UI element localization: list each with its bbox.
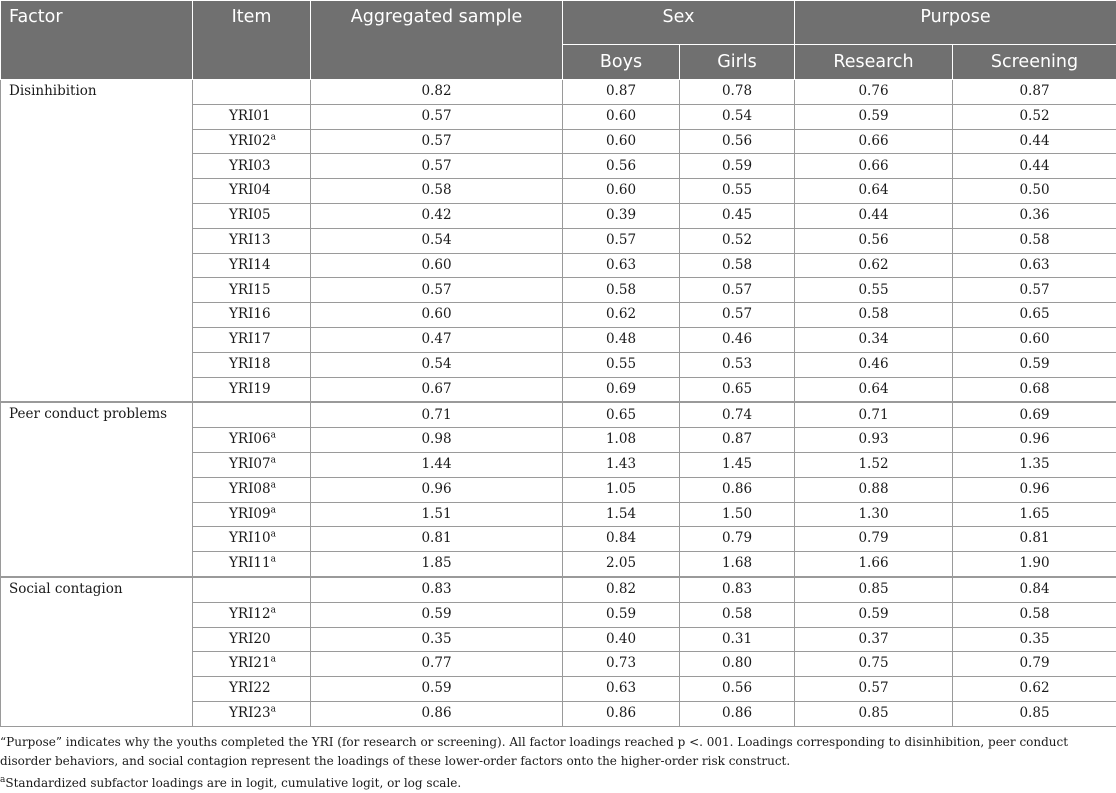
item-name: YRI03 [229,158,271,174]
cell-aggregated: 0.47 [311,327,563,352]
item-name: YRI02 [229,133,271,149]
cell-aggregated: 0.71 [311,402,563,427]
item-name: YRI11 [229,555,271,571]
header-purpose: Purpose [795,1,1116,45]
item-name: YRI06 [229,431,271,447]
cell-girls: 0.59 [680,154,795,179]
cell-aggregated: 0.67 [311,377,563,402]
cell-aggregated: 0.35 [311,627,563,652]
item-cell [193,552,311,577]
item-footnote-marker: a [271,431,276,441]
cell-aggregated: 0.57 [311,129,563,154]
cell-screening: 1.90 [953,552,1116,577]
cell-girls: 1.68 [680,552,795,577]
item-name: YRI07 [229,456,271,472]
footnote-text: Standardized subfactor loadings are in logit, cumulative logit, or log scale. [5,776,461,790]
table-body [1,80,1116,727]
item-cell [193,502,311,527]
cell-boys: 1.43 [563,452,680,477]
cell-girls: 1.50 [680,502,795,527]
cell-girls: 0.74 [680,402,795,427]
cell-boys: 0.57 [563,228,680,253]
cell-girls: 0.52 [680,228,795,253]
cell-research: 0.88 [795,477,953,502]
header-girls: Girls [680,45,795,80]
factor-name: Social contagion [1,577,193,726]
cell-girls: 0.56 [680,129,795,154]
cell-screening: 0.65 [953,303,1116,328]
header-boys: Boys [563,45,680,80]
item-cell [193,253,311,278]
item-footnote-marker: a [271,505,276,515]
item-name: YRI10 [229,530,271,546]
cell-research: 0.85 [795,701,953,726]
cell-screening: 0.44 [953,154,1116,179]
cell-research: 0.66 [795,129,953,154]
cell-boys: 0.60 [563,104,680,129]
cell-screening: 0.59 [953,352,1116,377]
cell-screening: 0.44 [953,129,1116,154]
item-cell [193,527,311,552]
factor-name: Disinhibition [1,80,193,403]
cell-girls: 0.45 [680,203,795,228]
cell-screening: 0.36 [953,203,1116,228]
cell-research: 1.66 [795,552,953,577]
header-sex: Sex [563,1,795,45]
cell-boys: 0.55 [563,352,680,377]
cell-aggregated: 0.57 [311,104,563,129]
cell-research: 0.58 [795,303,953,328]
cell-screening: 0.68 [953,377,1116,402]
cell-aggregated: 0.59 [311,677,563,702]
item-cell [193,203,311,228]
item-cell [193,577,311,602]
cell-screening: 0.85 [953,701,1116,726]
cell-screening: 0.96 [953,428,1116,453]
item-name: YRI01 [229,108,271,124]
item-name: YRI08 [229,481,271,497]
cell-research: 0.34 [795,327,953,352]
cell-aggregated: 0.86 [311,701,563,726]
cell-research: 0.57 [795,677,953,702]
cell-girls: 1.45 [680,452,795,477]
cell-boys: 1.05 [563,477,680,502]
cell-boys: 2.05 [563,552,680,577]
cell-aggregated: 0.59 [311,602,563,627]
cell-research: 0.75 [795,652,953,677]
cell-screening: 0.84 [953,577,1116,602]
cell-boys: 0.62 [563,303,680,328]
item-cell [193,129,311,154]
item-name: YRI18 [229,356,271,372]
cell-boys: 0.48 [563,327,680,352]
cell-research: 0.37 [795,627,953,652]
cell-screening: 0.79 [953,652,1116,677]
cell-girls: 0.58 [680,253,795,278]
cell-boys: 1.08 [563,428,680,453]
cell-boys: 0.69 [563,377,680,402]
cell-aggregated: 0.54 [311,352,563,377]
cell-girls: 0.87 [680,428,795,453]
cell-research: 0.46 [795,352,953,377]
cell-aggregated: 0.42 [311,203,563,228]
cell-aggregated: 1.44 [311,452,563,477]
cell-research: 0.64 [795,377,953,402]
header-aggregated-sample: Aggregated sample [311,1,563,80]
item-name: YRI21 [229,655,271,671]
cell-aggregated: 0.60 [311,303,563,328]
item-name: YRI20 [229,631,271,647]
table-row [1,577,1116,602]
cell-girls: 0.55 [680,179,795,204]
table-row [1,80,1116,105]
cell-aggregated: 0.98 [311,428,563,453]
cell-aggregated: 0.57 [311,278,563,303]
cell-boys: 0.73 [563,652,680,677]
cell-girls: 0.57 [680,278,795,303]
cell-screening: 0.81 [953,527,1116,552]
cell-girls: 0.86 [680,477,795,502]
cell-aggregated: 0.83 [311,577,563,602]
cell-research: 0.71 [795,402,953,427]
item-name: YRI16 [229,306,271,322]
header-screening: Screening [953,45,1116,80]
item-footnote-marker: a [271,132,276,142]
item-footnote-marker: a [271,480,276,490]
item-cell [193,701,311,726]
cell-aggregated: 0.54 [311,228,563,253]
cell-boys: 0.58 [563,278,680,303]
item-cell [193,677,311,702]
item-cell [193,627,311,652]
cell-boys: 0.59 [563,602,680,627]
item-name: YRI04 [229,182,271,198]
cell-boys: 0.65 [563,402,680,427]
factor-name: Peer conduct problems [1,402,193,577]
cell-girls: 0.79 [680,527,795,552]
cell-screening: 0.52 [953,104,1116,129]
table-notes [0,733,1112,793]
item-cell [193,428,311,453]
cell-girls: 0.54 [680,104,795,129]
item-cell [193,352,311,377]
cell-research: 0.59 [795,104,953,129]
cell-girls: 0.31 [680,627,795,652]
cell-boys: 0.84 [563,527,680,552]
cell-aggregated: 0.58 [311,179,563,204]
note-purpose: “Purpose” indicates why the youths completed the YRI (for research or screening). All factor loadings reached p <. 001. Loadings corresponding to disinhibition, peer conduct disorder behaviors, and social contagion represent the loadings of these lower-order factors onto the higher-order risk construct. [0,733,1112,771]
cell-boys: 0.60 [563,129,680,154]
cell-screening: 1.65 [953,502,1116,527]
cell-girls: 0.83 [680,577,795,602]
cell-screening: 0.35 [953,627,1116,652]
cell-boys: 0.39 [563,203,680,228]
cell-girls: 0.58 [680,602,795,627]
item-name: YRI19 [229,381,271,397]
cell-screening: 0.87 [953,80,1116,105]
item-cell [193,179,311,204]
cell-research: 0.62 [795,253,953,278]
cell-screening: 0.96 [953,477,1116,502]
item-cell [193,278,311,303]
cell-research: 0.44 [795,203,953,228]
cell-research: 0.85 [795,577,953,602]
item-name: YRI05 [229,207,271,223]
item-footnote-marker: a [271,655,276,665]
cell-aggregated: 1.85 [311,552,563,577]
item-cell [193,452,311,477]
item-name: YRI12 [229,606,271,622]
item-cell [193,377,311,402]
cell-boys: 0.60 [563,179,680,204]
item-footnote-marker: a [271,530,276,540]
cell-girls: 0.56 [680,677,795,702]
cell-research: 1.30 [795,502,953,527]
cell-aggregated: 0.60 [311,253,563,278]
cell-research: 0.93 [795,428,953,453]
header-item: Item [193,1,311,80]
cell-girls: 0.78 [680,80,795,105]
item-name: YRI15 [229,282,271,298]
cell-research: 1.52 [795,452,953,477]
cell-girls: 0.46 [680,327,795,352]
table-header [1,1,1116,80]
cell-girls: 0.65 [680,377,795,402]
cell-research: 0.59 [795,602,953,627]
item-footnote-marker: a [271,555,276,565]
cell-aggregated: 0.77 [311,652,563,677]
item-cell [193,154,311,179]
cell-aggregated: 0.96 [311,477,563,502]
cell-boys: 0.40 [563,627,680,652]
item-cell [193,104,311,129]
cell-screening: 0.62 [953,677,1116,702]
item-cell [193,80,311,105]
item-cell [193,327,311,352]
cell-aggregated: 0.81 [311,527,563,552]
item-footnote-marker: a [271,705,276,715]
item-footnote-marker: a [271,605,276,615]
cell-boys: 0.63 [563,253,680,278]
cell-boys: 0.82 [563,577,680,602]
cell-screening: 0.69 [953,402,1116,427]
cell-research: 0.64 [795,179,953,204]
item-cell [193,652,311,677]
cell-aggregated: 0.57 [311,154,563,179]
item-cell [193,303,311,328]
cell-aggregated: 1.51 [311,502,563,527]
cell-research: 0.66 [795,154,953,179]
item-cell [193,602,311,627]
cell-screening: 0.57 [953,278,1116,303]
cell-girls: 0.86 [680,701,795,726]
cell-screening: 0.63 [953,253,1116,278]
cell-boys: 1.54 [563,502,680,527]
table-row [1,402,1116,427]
cell-boys: 0.63 [563,677,680,702]
cell-screening: 0.60 [953,327,1116,352]
cell-screening: 0.58 [953,602,1116,627]
item-cell [193,228,311,253]
item-footnote-marker: a [271,456,276,466]
item-name: YRI13 [229,232,271,248]
item-cell [193,402,311,427]
header-factor: Factor [1,1,193,80]
cell-screening: 0.50 [953,179,1116,204]
cell-girls: 0.57 [680,303,795,328]
note-footnote [0,774,1112,793]
item-name: YRI17 [229,331,271,347]
cell-research: 0.56 [795,228,953,253]
cell-aggregated: 0.82 [311,80,563,105]
item-name: YRI23 [229,705,271,721]
header-research: Research [795,45,953,80]
item-cell [193,477,311,502]
cell-boys: 0.56 [563,154,680,179]
cell-research: 0.79 [795,527,953,552]
cell-screening: 1.35 [953,452,1116,477]
cell-girls: 0.80 [680,652,795,677]
cell-screening: 0.58 [953,228,1116,253]
cell-research: 0.55 [795,278,953,303]
item-name: YRI14 [229,257,271,273]
item-name: YRI22 [229,680,271,696]
cell-boys: 0.86 [563,701,680,726]
cell-boys: 0.87 [563,80,680,105]
cell-research: 0.76 [795,80,953,105]
item-name: YRI09 [229,506,271,522]
cell-girls: 0.53 [680,352,795,377]
footnote-marker: a [0,775,5,785]
